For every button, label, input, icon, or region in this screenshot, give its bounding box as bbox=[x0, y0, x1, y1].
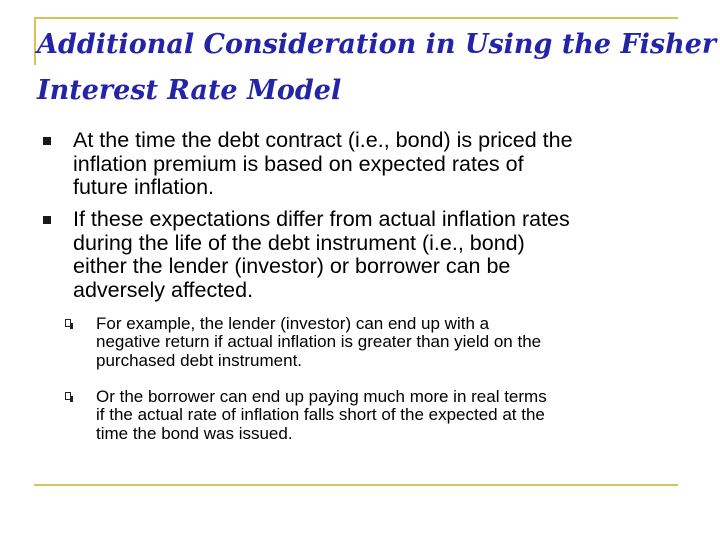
bullet-text-line: during the life of the debt instrument (i.e., bond) bbox=[73, 230, 525, 255]
bullet-text-line: future inflation. bbox=[73, 175, 215, 199]
sub-bullet-borrower-example bbox=[96, 388, 696, 443]
slide-title-line-2: Interest Rate Model bbox=[37, 75, 342, 106]
slide-title-line-1: Additional Consideration in Using the Fisher bbox=[37, 29, 717, 60]
bullet-text-line: adversely affected. bbox=[73, 277, 254, 302]
bullet-text-line: At the time the debt contract (i.e., bond) is priced the bbox=[73, 128, 573, 152]
bottom-rule bbox=[34, 484, 678, 486]
sub-bullet-text-line: purchased debt instrument. bbox=[96, 350, 303, 370]
sub-bullet-text-line: if the actual rate of inflation falls short of the expected at the bbox=[96, 405, 545, 425]
slide-title bbox=[37, 22, 720, 114]
bullet-text-line: inflation premium is based on expected rates of bbox=[73, 151, 524, 176]
left-rule bbox=[34, 17, 36, 65]
square-bullet-icon bbox=[43, 216, 51, 224]
bullet-text-line: either the lender (investor) or borrower can be bbox=[73, 254, 511, 278]
sub-bullet-lender-example bbox=[96, 315, 696, 370]
sub-bullet-text-line: negative return if actual inflation is greater than yield on the bbox=[96, 332, 542, 352]
bullet-debt-contract-pricing bbox=[73, 129, 693, 200]
bullet-text-line: If these expectations differ from actual inflation rates bbox=[73, 207, 570, 231]
sub-bullet-text-line: For example, the lender (investor) can end up with a bbox=[96, 314, 490, 333]
hollow-square-bullet-icon bbox=[65, 392, 71, 400]
sub-bullet-text-line: time the bond was issued. bbox=[96, 423, 293, 443]
sub-bullet-text-line: Or the borrower can end up paying much more in real terms bbox=[96, 387, 547, 406]
hollow-square-bullet-icon bbox=[65, 319, 71, 327]
bullet-expectations-differ bbox=[73, 208, 693, 302]
square-bullet-icon bbox=[43, 137, 51, 145]
top-rule bbox=[34, 17, 678, 19]
